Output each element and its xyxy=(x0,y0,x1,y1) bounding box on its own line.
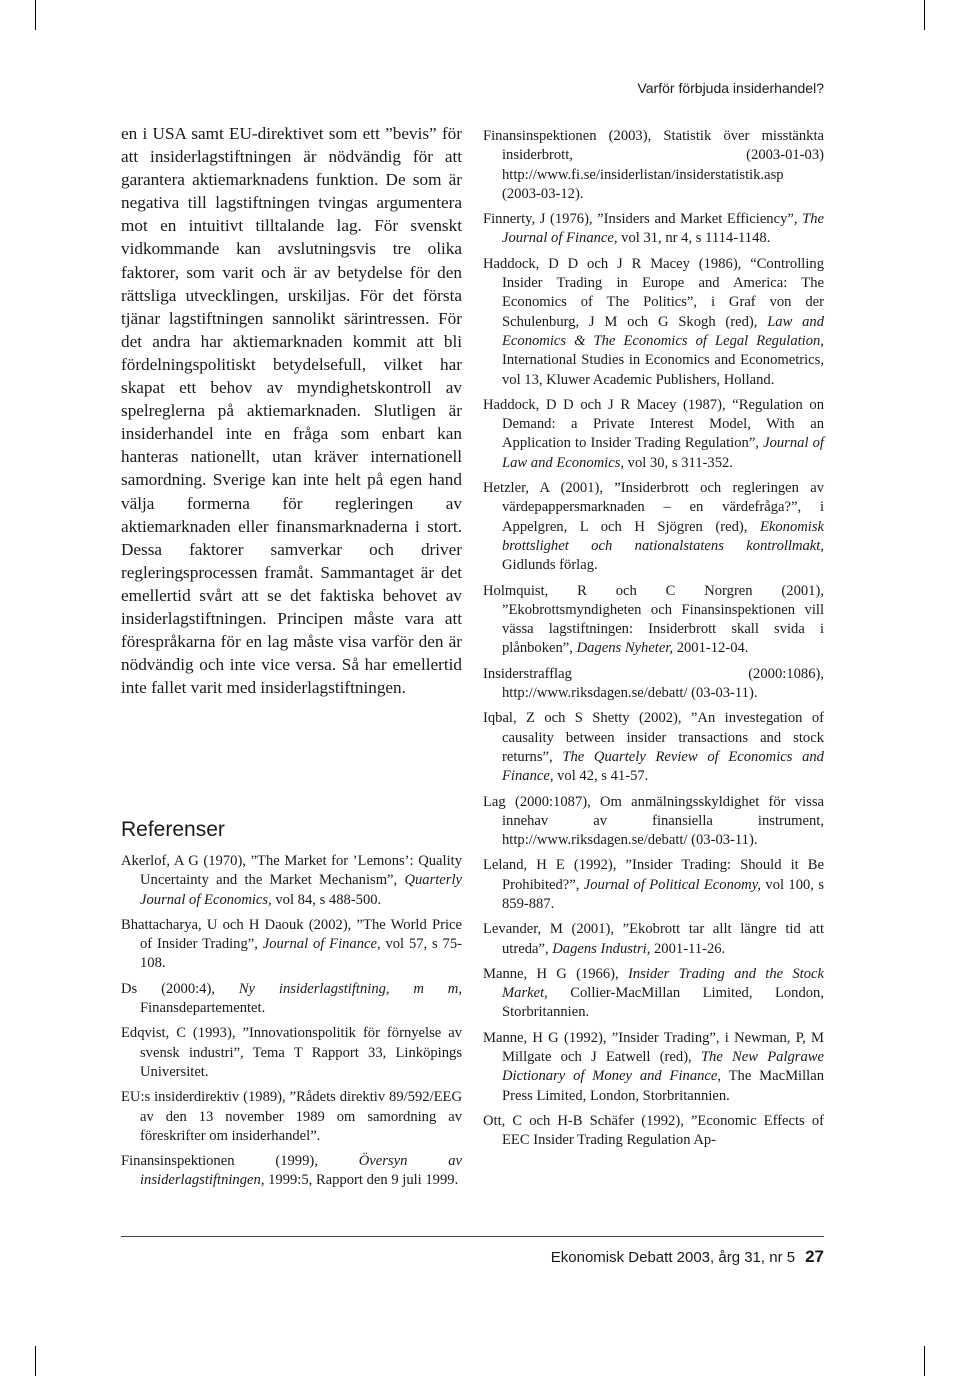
reference-title: Ekonomisk brottslighet och nationalstatens kontrollmakt xyxy=(502,518,824,554)
references-list-left xyxy=(121,852,462,1197)
reference-text: Insiderstrafflag (2000:1086), http://www.riksdagen.se/debatt/ (03-03-11). xyxy=(483,665,824,702)
reference-entry xyxy=(483,665,824,704)
reference-text: Holmquist, R och C Norgren (2001), ”Ekobrottsmyndigheten och Finansinspektionen vill vässa lagstiftningen: Insiderbrott skall svida i plånboken”, xyxy=(483,582,824,657)
reference-text: Bhattacharya, U och H Daouk (2002), ”The World Price of Insider Trading”, xyxy=(121,916,462,953)
reference-details: , International Studies in Economics and Econometrics, vol 13, Kluwer Academic Publishers, Holland. xyxy=(502,332,824,388)
reference-details: vol 100, s 859-887. xyxy=(502,876,824,912)
reference-entry xyxy=(121,980,462,1019)
reference-text: Manne, H G (1966), xyxy=(483,965,628,982)
reference-entry xyxy=(483,1112,824,1151)
page-number: 27 xyxy=(805,1247,824,1266)
reference-text: Haddock, D D och J R Macey (1987), “Regulation on Demand: a Private Interest Model, With an Application to Insider Trading Regulation”, xyxy=(483,396,824,452)
page-footer xyxy=(551,1247,824,1267)
reference-text: Manne, H G (1992), ”Insider Trading”, i Newman, P, M Millgate och J Eatwell (red), xyxy=(483,1029,824,1066)
reference-entry xyxy=(483,479,824,575)
crop-mark-bottom-right xyxy=(924,1346,925,1376)
reference-entry xyxy=(483,582,824,659)
reference-entry xyxy=(483,856,824,914)
reference-title: Insider Trading and the Stock Market, xyxy=(502,965,824,1002)
reference-title: Översyn av insiderlagstiftningen xyxy=(140,1153,462,1189)
reference-entry xyxy=(483,965,824,1023)
reference-text: Akerlof, A G (1970), ”The Market for ’Lemons’: Quality Uncertainty and the Market Mechanism”, xyxy=(121,853,462,889)
reference-text: Finnerty, J (1976), ”Insiders and Market Efficiency”, xyxy=(483,211,803,228)
reference-entry xyxy=(483,709,824,786)
reference-details: vol 30, s 311-352. xyxy=(624,454,733,471)
reference-text: Ott, C och H-B Schäfer (1992), ”Economic Effects of EEC Insider Trading Regulation Ap- xyxy=(483,1112,824,1149)
body-paragraph: en i USA samt EU-direktivet som ett ”bevis” för att insiderlagstiftningen är nödvändig för att garantera aktiemarknadens funktion. De som är negativa till lagstiftningen tvingas argumentera mot en intuitivt tilltalande lag. För svenskt vidkommande kan avslutningsvis tre olika faktorer, som varit och är av betydelse för den rättsliga utvecklingen, urskiljas. För det första tjänar lagstiftningen sannolikt särintressen. För det andra har aktiemarknaden kommit att bli fördelningspolitiskt betydelsefull, vilket har skapat ett behov av myndighetskontroll av spelreglerna på aktiemarknaden. Slutligen är insiderhandel inte en fråga som enbart kan hanteras nationellt, utan kräver internationell samordning. Sverige kan inte helt på egen hand välja formerna för regleringen av aktiemarknaden eller finansmarknaderna i stort. Dessa faktorer samverkar och driver regleringsprocessen framåt. Sammantaget är det emellertid svårt att se det faktiska behovet av insiderlagstiftningen. Principen måste vara att förespråkarna för en lag måste visa varför den är nödvändig och inte vice versa. Så har emellertid inte fallet varit med insiderlagstiftningen. xyxy=(121,124,462,698)
reference-entry xyxy=(121,916,462,974)
reference-entry xyxy=(483,127,824,204)
reference-details: vol 57, s 75-108. xyxy=(140,936,462,972)
reference-title: The Quartely Review of Economics and Finance, xyxy=(502,748,824,785)
reference-title: Journal of Law and Economics, xyxy=(502,435,824,471)
reference-entry xyxy=(483,1029,824,1106)
reference-details: , Gidlunds förlag. xyxy=(502,537,824,574)
crop-mark-top-left xyxy=(35,0,36,30)
references-heading: Referenser xyxy=(121,818,225,841)
reference-entry xyxy=(121,1024,462,1082)
reference-title: The New Palgrawe Dictionary of Money and Finance xyxy=(502,1049,824,1085)
reference-title: Journal of Political Economy, xyxy=(583,876,762,893)
reference-title: Quarterly Journal of Economics, xyxy=(140,872,462,908)
reference-details: 2001-11-26. xyxy=(650,940,726,957)
reference-entry xyxy=(483,793,824,851)
footer-rule xyxy=(121,1236,824,1237)
reference-text: Iqbal, Z och S Shetty (2002), ”An investegation of causality between insider transactions and stock returns”, xyxy=(483,710,824,765)
crop-mark-top-right xyxy=(924,0,925,30)
reference-entry xyxy=(483,210,824,249)
reference-entry xyxy=(483,920,824,959)
reference-details: vol 84, s 488-500. xyxy=(271,891,382,908)
reference-text: Lag (2000:1087), Om anmälningsskyldighet för vissa innehav av finansiella instrument, http://www.riksdagen.se/debatt/ (03-03-11). xyxy=(483,793,824,849)
reference-title: Dagens Nyheter, xyxy=(576,640,674,657)
reference-text: Leland, H E (1992), ”Insider Trading: Should it Be Prohibited?”, xyxy=(483,857,824,893)
reference-details: Collier-MacMillan Limited, London, Storbritannien. xyxy=(502,985,824,1021)
reference-entry xyxy=(121,1088,462,1146)
reference-text: Finansinspektionen (1999), xyxy=(121,1153,359,1170)
crop-mark-bottom-left xyxy=(35,1346,36,1376)
reference-text: Ds (2000:4), xyxy=(121,980,239,997)
reference-details: , The MacMillan Press Limited, London, Storbritannien. xyxy=(502,1068,824,1104)
reference-text: Levander, M (2001), ”Ekobrott tar allt längre tid att utreda”, xyxy=(483,921,824,957)
reference-text: Edqvist, C (1993), ”Innovationspolitik för förnyelse av svensk industri”, Tema T Rapport 33, Linköpings Universitet. xyxy=(121,1025,462,1080)
reference-text: EU:s insiderdirektiv (1989), ”Rådets direktiv 89/592/EEG av den 13 november 1989 om samordning av föreskrifter om insiderhandel”. xyxy=(121,1089,462,1144)
reference-title: Ny insiderlagstiftning, m m, xyxy=(238,980,462,997)
reference-details: vol 42, s 41-57. xyxy=(553,768,649,785)
reference-title: Journal of Finance, xyxy=(262,936,381,953)
reference-text: Finansinspektionen (2003), Statistik över misstänkta insiderbrott, (2003-01-03) http://www.fi.se/insiderlistan/insiderstatistik.asp (2003-03-12). xyxy=(483,128,824,202)
reference-title: Law and Economics & The Economics of Legal Regulation xyxy=(502,313,825,349)
references-list-right xyxy=(483,127,824,1157)
reference-details: Finansdepartementet. xyxy=(140,1000,266,1017)
reference-text: Haddock, D D och J R Macey (1986), “Controlling Insider Trading in Europe and America: The Economics of The Politics”, i Graf von der Schulenburg, J M och G Skogh (red), xyxy=(483,255,824,330)
reference-entry xyxy=(121,1152,462,1191)
reference-entry xyxy=(483,255,824,390)
running-header: Varför förbjuda insiderhandel? xyxy=(637,80,824,96)
left-column xyxy=(121,122,462,699)
reference-text: Hetzler, A (2001), ”Insiderbrott och regleringen av värdepappersmarknaden – en värdefråga?”, i Appelgren, L och H Sjögren (red), xyxy=(483,480,824,535)
footer-journal: Ekonomisk Debatt 2003, årg 31, nr 5 xyxy=(550,1249,796,1266)
reference-details: , 1999:5, Rapport den 9 juli 1999. xyxy=(260,1172,459,1189)
reference-entry xyxy=(483,396,824,473)
reference-title: Dagens Industri, xyxy=(552,940,651,957)
reference-entry xyxy=(121,852,462,910)
reference-title: The Journal of Finance xyxy=(502,211,824,247)
reference-details: , vol 31, nr 4, s 1114-1148. xyxy=(613,230,771,247)
reference-details: 2001-12-04. xyxy=(673,640,749,657)
